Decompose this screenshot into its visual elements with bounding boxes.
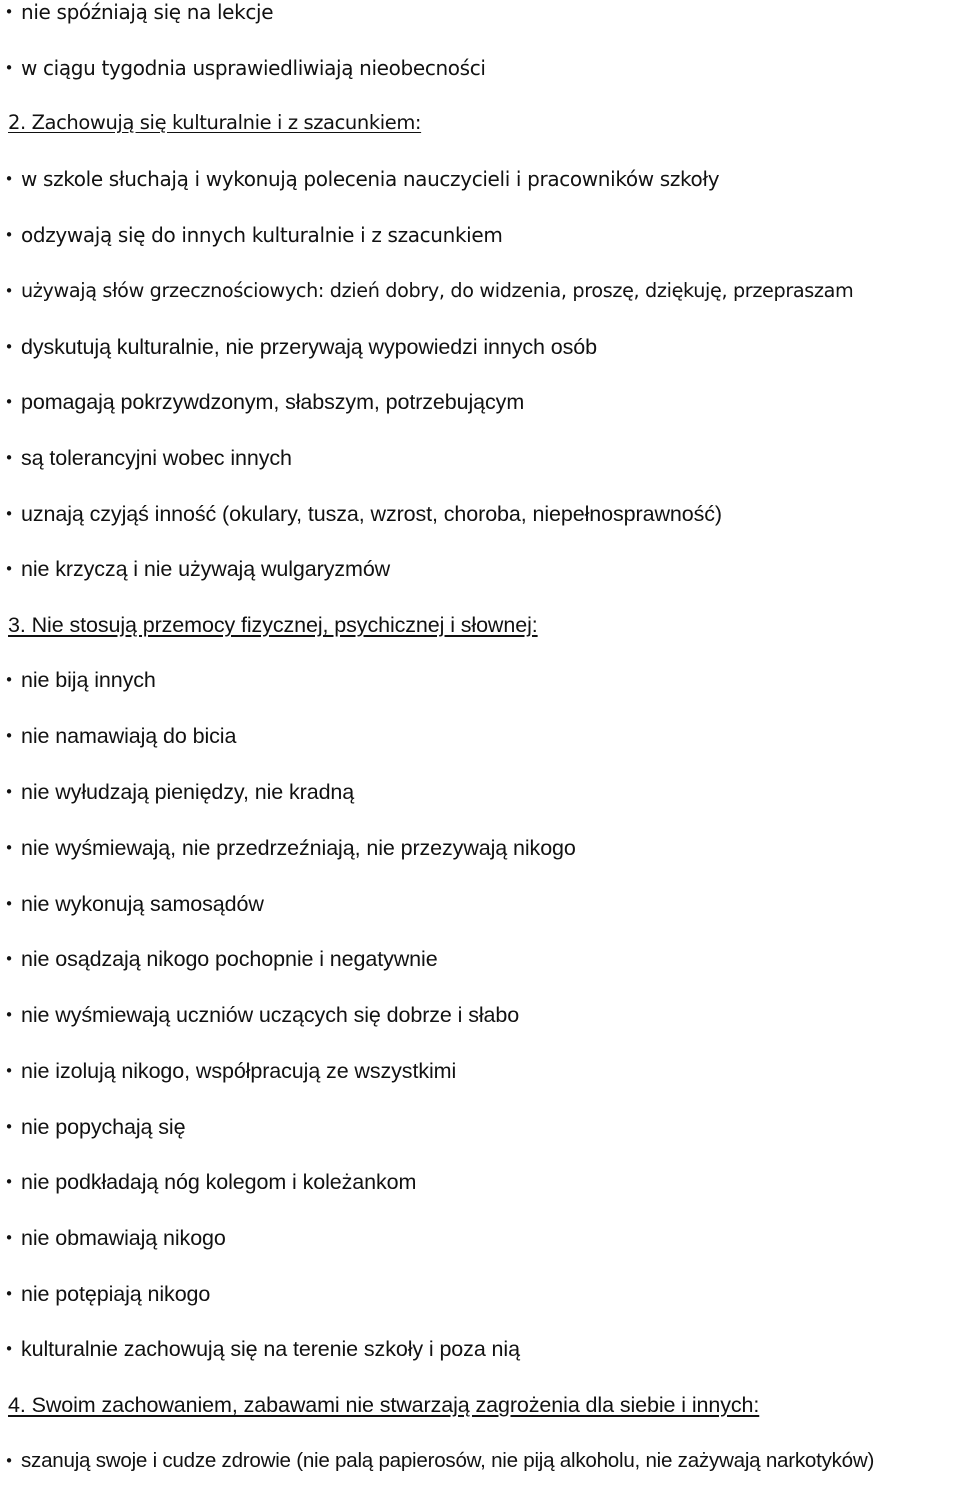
list-item-text: nie osądzają nikogo pochopnie i negatywnie (21, 947, 438, 971)
list-item-text: nie wykonują samosądów (21, 892, 264, 916)
list-item-text: nie spóźniają się na lekcje (21, 0, 274, 24)
list-item-text: w szkole słuchają i wykonują polecenia nauczycieli i pracowników szkoły (21, 167, 720, 191)
list-item-text: nie podkładają nóg kolegom i koleżankom (21, 1170, 417, 1194)
bullet-icon: • (4, 393, 14, 411)
bullet-icon: • (4, 1452, 14, 1470)
list-item-text: kulturalnie zachowują się na terenie szkoły i poza nią (21, 1337, 520, 1361)
list-item-text: dyskutują kulturalnie, nie przerywają wypowiedzi innych osób (21, 335, 597, 359)
bullet-icon: • (4, 505, 14, 523)
bullet-icon: • (4, 282, 14, 300)
bullet-icon: • (4, 1173, 14, 1191)
list-item-text: nie namawiają do bicia (21, 724, 237, 748)
list-item-text: odzywają się do innych kulturalnie i z szacunkiem (21, 223, 503, 247)
bullet-icon: • (4, 1062, 14, 1080)
bullet-icon: • (4, 560, 14, 578)
list-item-text: nie biją innych (21, 668, 156, 692)
list-item-text: używają słów grzecznościowych: dzień dobry, do widzenia, proszę, dziękuję, przepraszam (21, 279, 854, 302)
list-item-text: nie wyłudzają pieniędzy, nie kradną (21, 780, 355, 804)
list-item-text: szanują swoje i cudze zdrowie (nie palą papierosów, nie piją alkoholu, nie zażywają narkotyków) (21, 1449, 875, 1472)
bullet-icon: • (4, 3, 14, 21)
bullet-icon: • (4, 671, 14, 689)
bullet-icon: • (4, 950, 14, 968)
bullet-icon: • (4, 1229, 14, 1247)
bullet-icon: • (4, 1006, 14, 1024)
list-item-text: w ciągu tygodnia usprawiedliwiają nieobecności (21, 56, 486, 80)
bullet-icon: • (4, 338, 14, 356)
list-item-text: nie izolują nikogo, współpracują ze wszystkimi (21, 1059, 457, 1083)
bullet-icon: • (4, 226, 14, 244)
bullet-icon: • (4, 1285, 14, 1303)
bullet-icon: • (4, 1118, 14, 1136)
list-item-text: nie wyśmiewają uczniów uczących się dobrze i słabo (21, 1003, 520, 1027)
bullet-icon: • (4, 839, 14, 857)
bullet-icon: • (4, 170, 14, 188)
list-item-text: nie obmawiają nikogo (21, 1226, 226, 1250)
bullet-icon: • (4, 1340, 14, 1358)
bullet-icon: • (4, 727, 14, 745)
list-item-text: nie wyśmiewają, nie przedrzeźniają, nie przezywają nikogo (21, 836, 576, 860)
list-item-text: nie krzyczą i nie używają wulgaryzmów (21, 557, 391, 581)
section-heading-text: 4. Swoim zachowaniem, zabawami nie stwarzają zagrożenia dla siebie i innych: (8, 1393, 760, 1417)
bullet-icon: • (4, 783, 14, 801)
bullet-icon: • (4, 895, 14, 913)
list-item-text: są tolerancyjni wobec innych (21, 446, 292, 470)
bullet-icon: • (4, 59, 14, 77)
section-heading-text: 3. Nie stosują przemocy fizycznej, psychicznej i słownej: (8, 613, 538, 637)
section-heading-text: 2. Zachowują się kulturalnie i z szacunkiem: (8, 111, 422, 134)
list-item-text: uznają czyjąś inność (okulary, tusza, wzrost, choroba, niepełnosprawność) (21, 502, 722, 526)
bullet-icon: • (4, 449, 14, 467)
list-item-text: nie potępiają nikogo (21, 1282, 211, 1306)
list-item-text: nie popychają się (21, 1115, 186, 1139)
list-item-text: pomagają pokrzywdzonym, słabszym, potrzebującym (21, 390, 525, 414)
